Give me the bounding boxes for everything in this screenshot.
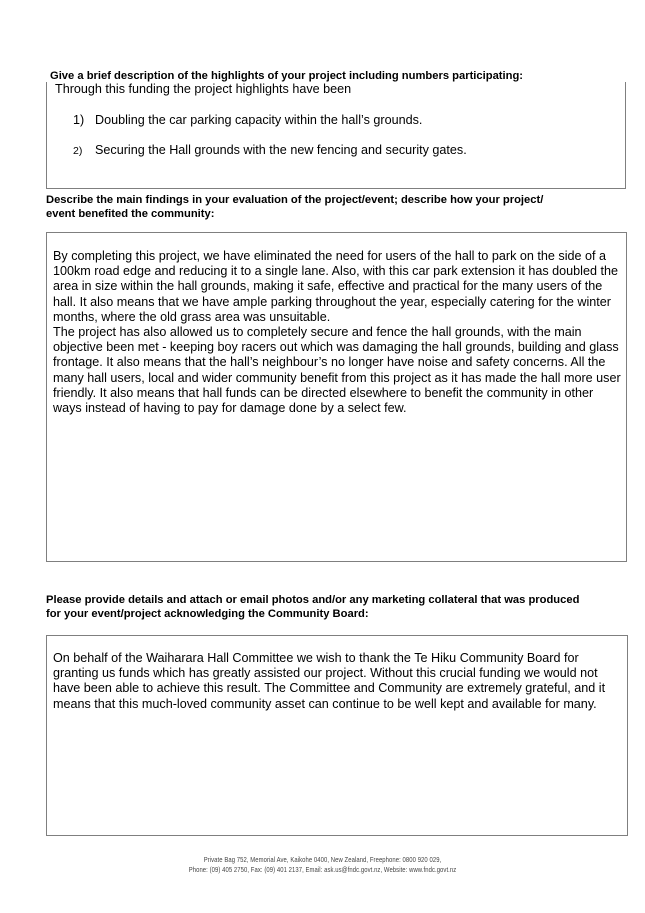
list-item-number: 2) [73,145,83,157]
findings-label [46,193,543,221]
highlights-label: Give a brief description of the highlights of your project including numbers participating: [50,70,524,82]
findings-paragraph-1: By completing this project, we have eliminated the need for users of the hall to park on the side of a 100km road edge and reducing it to a single lane. Also, with this car park extension it has doubled the area in size within the hall grounds, making it safe, effective and practical for the many users of the hall. It also means that we have ample parking throughout the year, especially catering for the winter months, where the old grass area was unsuitable. [53,249,618,324]
highlights-intro: Through this funding the project highlights have been [55,82,352,96]
photos-label [46,593,579,621]
list-item-text: Securing the Hall grounds with the new fencing and security gates. [95,143,467,157]
photos-box[interactable] [46,635,628,836]
findings-box[interactable] [46,232,627,562]
highlights-box[interactable] [46,82,626,189]
list-item [73,143,467,159]
findings-label-line1: Describe the main findings in your evaluation of the project/event; describe how your project/ [46,194,544,206]
footer-contact-line-1: Private Bag 752, Memorial Ave, Kaikohe 0400, New Zealand, Freephone: 0800 920 029, [203,855,442,864]
findings-paragraph-2: The project has also allowed us to completely secure and fence the hall grounds, with the main objective been met - keeping boy racers out which was damaging the hall grounds, building and glass frontage. It also means that the hall’s neighbour’s no longer have noise and safety concerns. All the many hall users, local and wider community benefit from this project as it has made the hall more user friendly. It also means that hall funds can be directed elsewhere to benefit the community in other ways instead of having to pay for damage done by a select few. [53,325,621,416]
photos-label-line2: for your event/project acknowledging the Community Board: [46,608,369,620]
list-item [73,113,422,128]
photos-label-line1: Please provide details and attach or email photos and/or any marketing collateral that was produced [46,594,580,606]
list-item-text: Doubling the car parking capacity within the hall’s grounds. [95,113,423,127]
findings-label-line2: event benefited the community: [46,208,215,220]
list-item-number: 1) [73,113,85,127]
photos-paragraph: On behalf of the Waiharara Hall Committee we wish to thank the Te Hiku Community Board for granting us funds which has greatly assisted our project. Without this crucial funding we would not have been able to achieve this result. The Committee and Community are extremely grateful, and it means that this much-loved community asset can continue to be well kept and available for many. [53,651,606,711]
footer-contact-line-2: Phone: (09) 405 2750, Fax: (09) 401 2137, Email: ask.us@fndc.govt.nz, Website: www.fndc.govt.nz [188,865,457,874]
